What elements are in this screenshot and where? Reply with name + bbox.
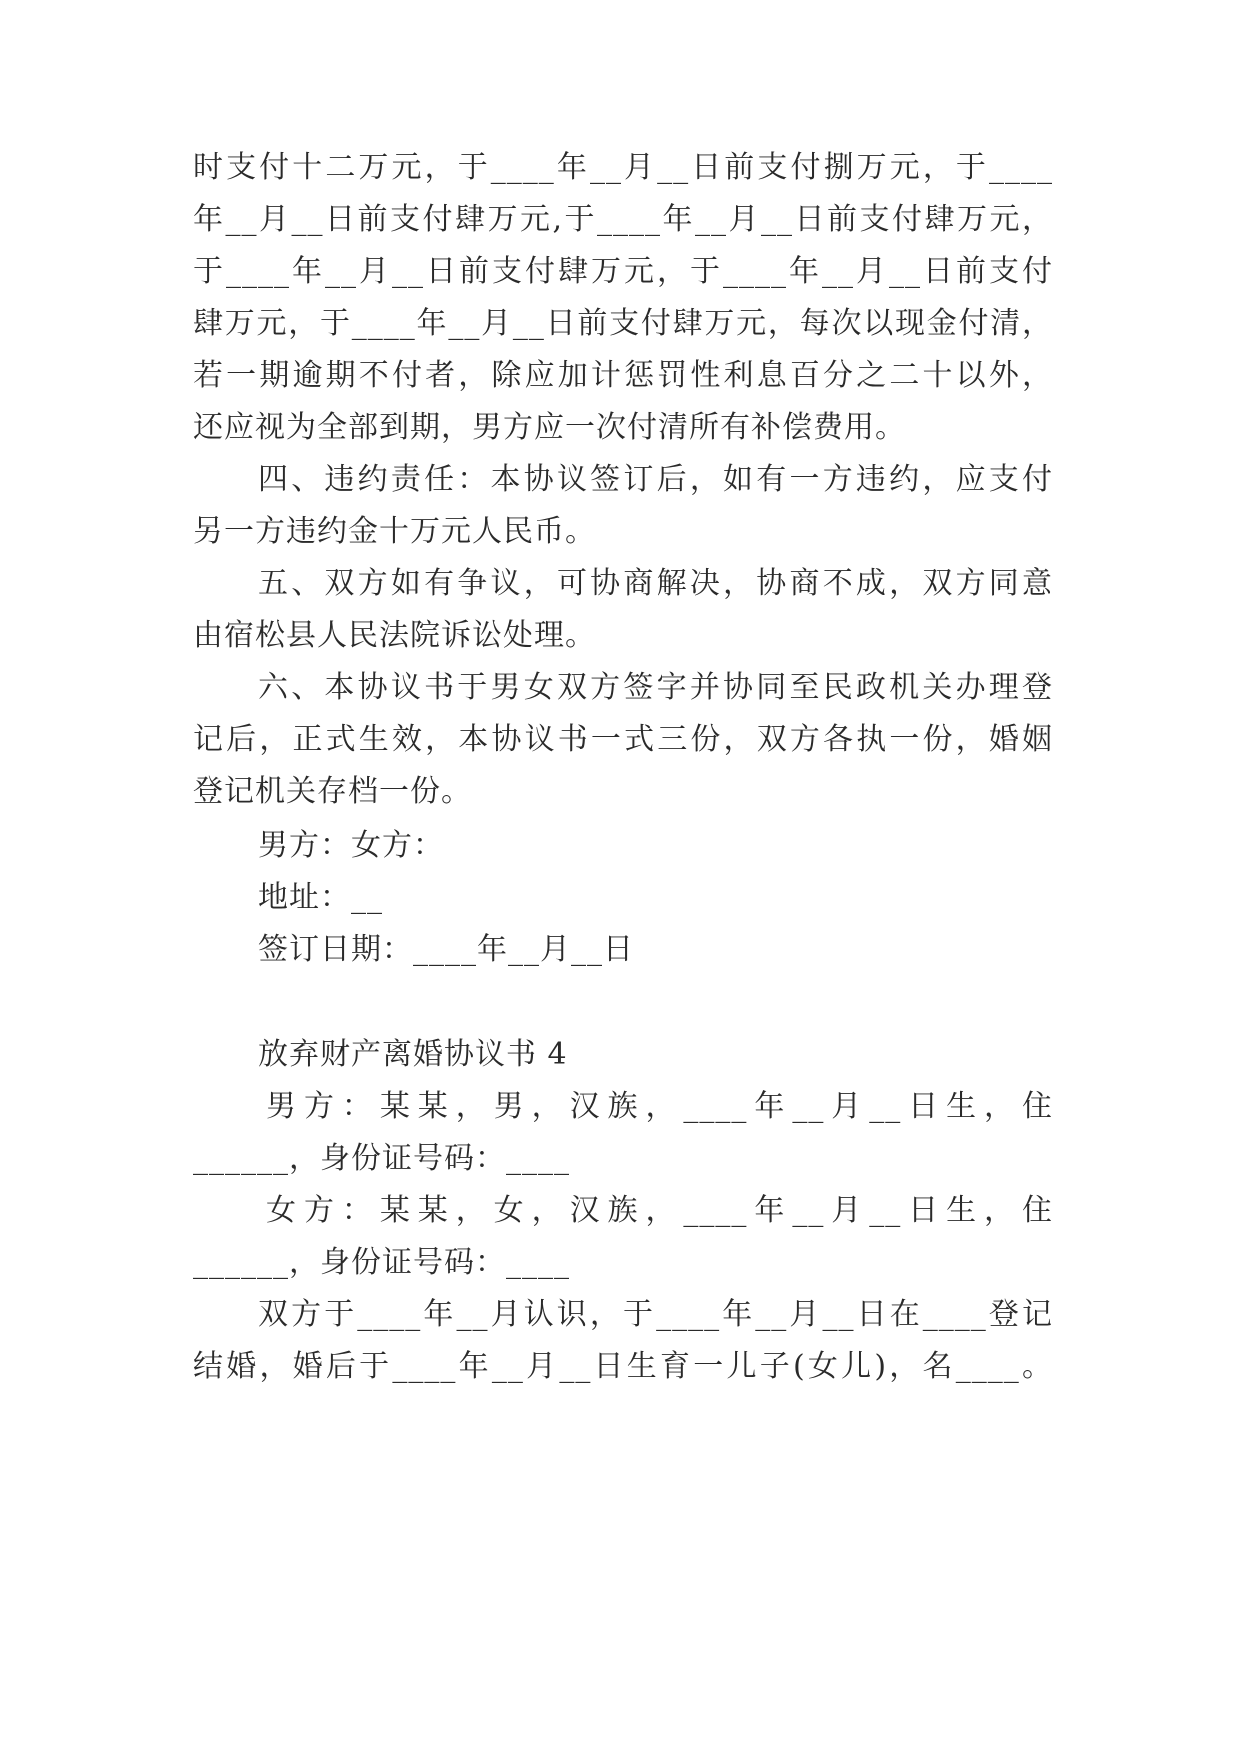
- payment-line-2: 年__月__日前支付肆万元,于____年__月__日前支付肆万元，: [193, 202, 1053, 237]
- clause-5-line-1: 五、双方如有争议，可协商解决，协商不成，双方同意: [258, 566, 1053, 601]
- payment-line-3: 于____年__月__日前支付肆万元，于____年__月__日前支付: [193, 254, 1053, 289]
- female-party-line-1: 女方：某某，女，汉族，____年__月__日生，住: [266, 1193, 1053, 1228]
- signature-parties: 男方：女方：: [258, 828, 444, 863]
- signature-address: 地址：__: [258, 880, 383, 915]
- male-party-line-2: ______，身份证号码：____: [193, 1141, 570, 1176]
- marriage-info-line-2: 结婚，婚后于____年__月__日生育一儿子(女儿)，名____。: [193, 1349, 1053, 1384]
- clause-6-line-1: 六、本协议书于男女双方签字并协同至民政机关办理登: [258, 670, 1053, 705]
- clause-6-line-3: 登记机关存档一份。: [193, 774, 472, 809]
- signature-date: 签订日期：____年__月__日: [258, 932, 634, 967]
- marriage-info-line-1: 双方于____年__月认识，于____年__月__日在____登记: [258, 1297, 1053, 1332]
- clause-4-line-2: 另一方违约金十万元人民币。: [193, 514, 596, 549]
- female-party-line-2: ______，身份证号码：____: [193, 1245, 570, 1280]
- section-title: 放弃财产离婚协议书 4: [258, 1037, 568, 1072]
- payment-line-5: 若一期逾期不付者，除应加计惩罚性利息百分之二十以外，: [193, 358, 1053, 393]
- clause-6-line-2: 记后，正式生效，本协议书一式三份，双方各执一份，婚姻: [193, 722, 1053, 757]
- clause-4-line-1: 四、违约责任：本协议签订后，如有一方违约，应支付: [258, 462, 1053, 497]
- clause-5-line-2: 由宿松县人民法院诉讼处理。: [193, 618, 596, 653]
- male-party-line-1: 男方：某某，男，汉族，____年__月__日生，住: [266, 1089, 1053, 1124]
- payment-line-1: 时支付十二万元，于____年__月__日前支付捌万元，于____: [193, 150, 1053, 185]
- payment-line-6: 还应视为全部到期，男方应一次付清所有补偿费用。: [193, 410, 906, 445]
- payment-line-4: 肆万元，于____年__月__日前支付肆万元，每次以现金付清，: [193, 306, 1053, 341]
